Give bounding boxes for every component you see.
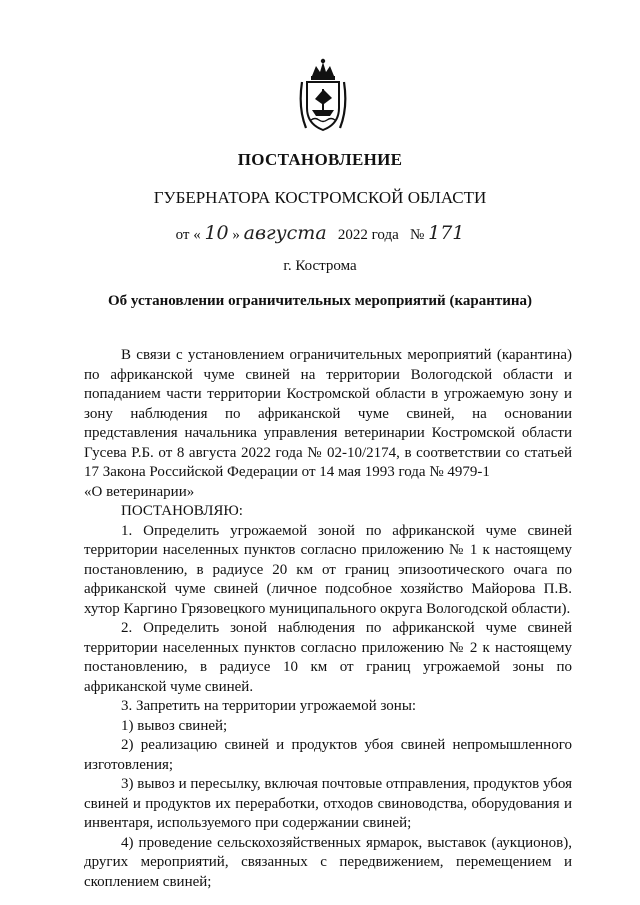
document-body [84,346,572,892]
law-name-line: «О ветеринарии» [84,483,195,500]
date-mid: » [232,227,240,243]
coat-of-arms-emblem [292,58,354,136]
document-number: 171 [428,222,465,244]
subitem-2: 2) реализацию свиней и продуктов убоя свиней непромышленного изготовления; [84,737,572,773]
issuer-subtitle: ГУБЕРНАТОРА КОСТРОМСКОЙ ОБЛАСТИ [153,188,487,207]
date-month: августа [243,222,327,244]
city-label: г. Кострома [283,258,357,274]
paragraph-item-1: 1. Определить угрожаемой зоной по африканской чуме свиней территории населенных пунктов согласно приложению № 1 к настоящему постановлению, в радиусе 20 км от границ эпизоотического очага по африканской чуме свиней (личное подсобное хозяйство Майорова П.В. хутор Каргино Грязовецкого муниципального округа Вологодской области). [84,522,572,617]
date-line [0,222,640,244]
date-year: 2022 года [337,227,399,243]
decree-word: ПОСТАНОВЛЯЮ: [121,503,243,519]
document-subject: Об установлении ограничительных мероприятий (карантина) [107,293,532,309]
subitem-1: 1) вывоз свиней; [121,717,228,734]
paragraph-item-2: 2. Определить зоной наблюдения по африканской чуме свиней территории населенных пунктов согласно приложению № 2 к настоящему постановлению, в радиусе 10 км от границ угрожаемой зоны по африканской чуме свиней. [84,620,572,695]
number-label: № [410,227,425,243]
date-day: 10 [204,222,229,244]
subitem-3: 3) вывоз и пересылку, включая почтовые отправления, продуктов убоя свиней и продуктов их переработки, отходов свиноводства, оборудования и инвентаря, используемого при содержании свиней; [84,776,572,831]
subitem-4: 4) проведение сельскохозяйственных ярмарок, выставок (аукционов), других мероприятий, связанных с передвижением, перемещением и скоплением свиней; [84,834,572,890]
paragraph-item-3: 3. Запретить на территории угрожаемой зоны: [121,698,417,714]
document-title: ПОСТАНОВЛЕНИЕ [237,150,403,169]
date-prefix: от « [175,227,201,243]
intro-paragraph: В связи с установлением ограничительных мероприятий (карантина) по африканской чуме свиней на территории Вологодской области и попаданием части территории Костромской области в угрожаемую зону и зону наблюдения по африканской чуме свиней, на основании представления начальника управления ветеринарии Костромской области Гусева Р.Б. от 8 августа 2022 года № 02-10/2174, в соответствии со статьей 17 Закона Российской Федерации от 14 мая 1993 года № 4979-1 [84,347,572,480]
